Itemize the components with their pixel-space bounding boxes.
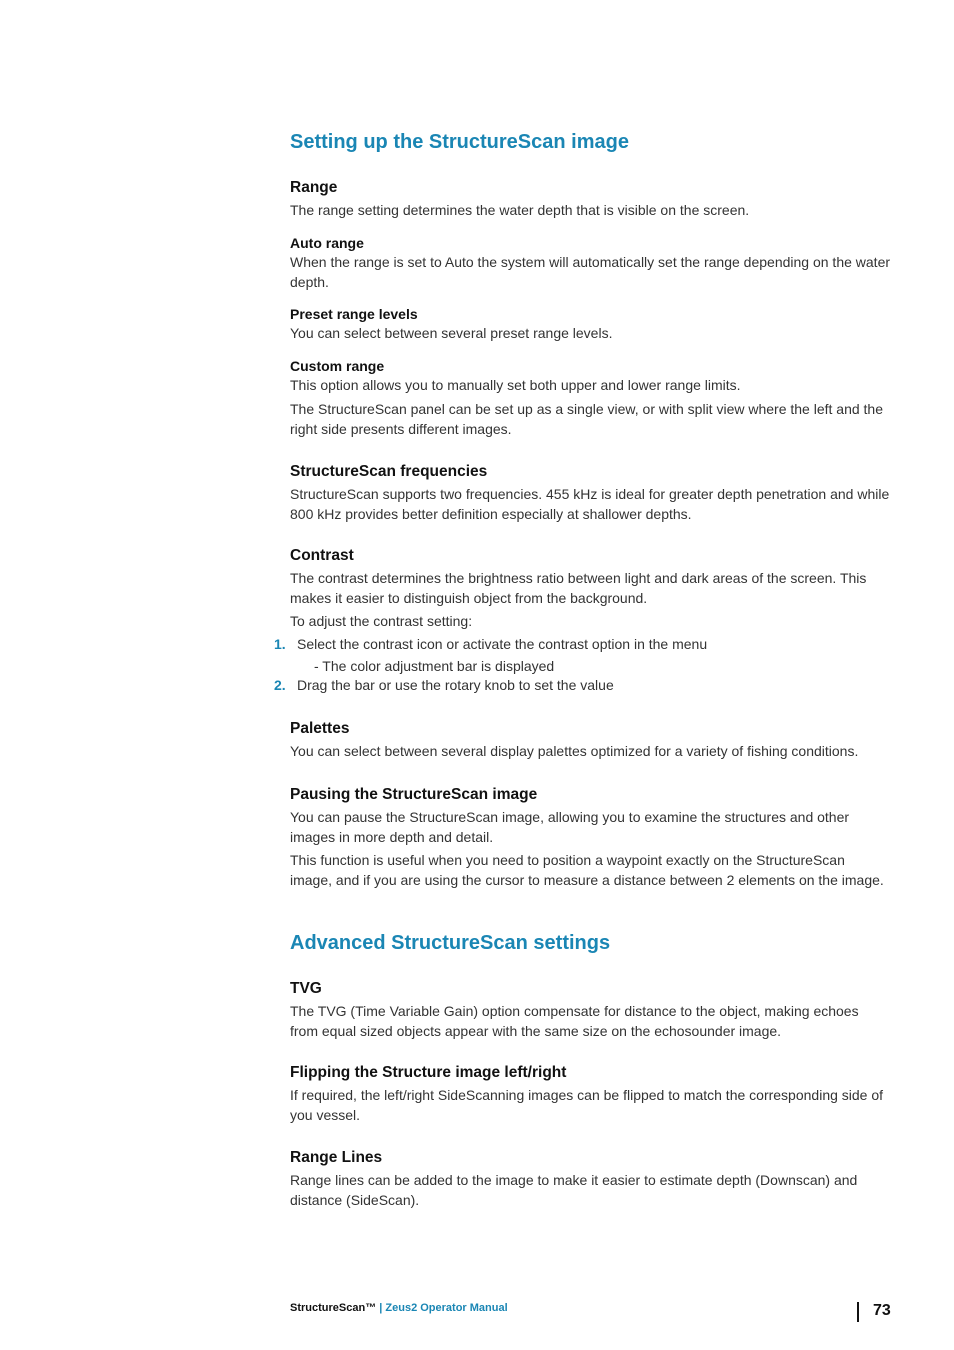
text-panel-view: The StructureScan panel can be set up as a single view, or with split view where the left and the right side presents different images. — [290, 401, 883, 437]
text-range-lines: Range lines can be added to the image to make it easier to estimate depth (Downscan) and distance (SideScan). — [290, 1172, 858, 1208]
step-text-2: Drag the bar or use the rotary knob to set the value — [297, 677, 614, 693]
step-sub-1: - The color adjustment bar is displayed — [314, 658, 555, 674]
text-pausing-1: You can pause the StructureScan image, allowing you to examine the structures and other images in more depth and detail. — [290, 809, 850, 845]
heading-pausing: Pausing the StructureScan image — [290, 786, 538, 803]
heading-auto-range: Auto range — [290, 235, 364, 251]
heading-range-lines: Range Lines — [290, 1149, 383, 1166]
footer-divider — [857, 1302, 859, 1322]
heading-contrast: Contrast — [290, 547, 354, 564]
section-title-advanced: Advanced StructureScan settings — [290, 932, 611, 954]
step-number-1: 1. — [274, 636, 286, 652]
text-range: The range setting determines the water depth that is visible on the screen. — [290, 202, 750, 218]
heading-palettes: Palettes — [290, 720, 350, 737]
footer-manual: Zeus2 Operator Manual — [385, 1302, 508, 1314]
text-custom-range: This option allows you to manually set both upper and lower range limits. — [290, 377, 741, 393]
heading-preset-range: Preset range levels — [290, 306, 418, 322]
footer-chapter: StructureScan™ — [290, 1302, 377, 1314]
text-pausing-2: This function is useful when you need to position a waypoint exactly on the StructureScan image, and if you are using the cursor to measure a distance between 2 elements on the image. — [290, 852, 884, 888]
text-contrast-intro: To adjust the contrast setting: — [290, 613, 473, 629]
heading-frequencies: StructureScan frequencies — [290, 463, 488, 480]
heading-tvg: TVG — [290, 980, 322, 997]
text-flipping: If required, the left/right SideScanning images can be flipped to match the corresponding side of you vessel. — [290, 1087, 884, 1123]
step-number-2: 2. — [274, 677, 286, 693]
footer-title — [290, 1302, 508, 1314]
section-title-setup: Setting up the StructureScan image — [290, 131, 629, 153]
step-text-1: Select the contrast icon or activate the contrast option in the menu — [297, 636, 708, 652]
text-palettes: You can select between several display palettes optimized for a variety of fishing conditions. — [290, 743, 859, 759]
text-contrast: The contrast determines the brightness ratio between light and dark areas of the screen. This makes it easier to distinguish object from the background. — [290, 570, 867, 606]
text-frequencies: StructureScan supports two frequencies. 455 kHz is ideal for greater depth penetration and while 800 kHz provides better definition especially at shallower depths. — [290, 486, 890, 522]
heading-range: Range — [290, 179, 338, 196]
page-number: 73 — [873, 1302, 891, 1319]
footer-separator: | — [376, 1302, 386, 1314]
text-auto-range: When the range is set to Auto the system will automatically set the range depending on the water depth. — [290, 254, 891, 290]
text-tvg: The TVG (Time Variable Gain) option compensate for distance to the object, making echoes from equal sized objects appear with the same size on the echosounder image. — [290, 1003, 859, 1039]
text-preset-range: You can select between several preset range levels. — [290, 325, 613, 341]
heading-flipping: Flipping the Structure image left/right — [290, 1064, 567, 1081]
heading-custom-range: Custom range — [290, 358, 385, 374]
